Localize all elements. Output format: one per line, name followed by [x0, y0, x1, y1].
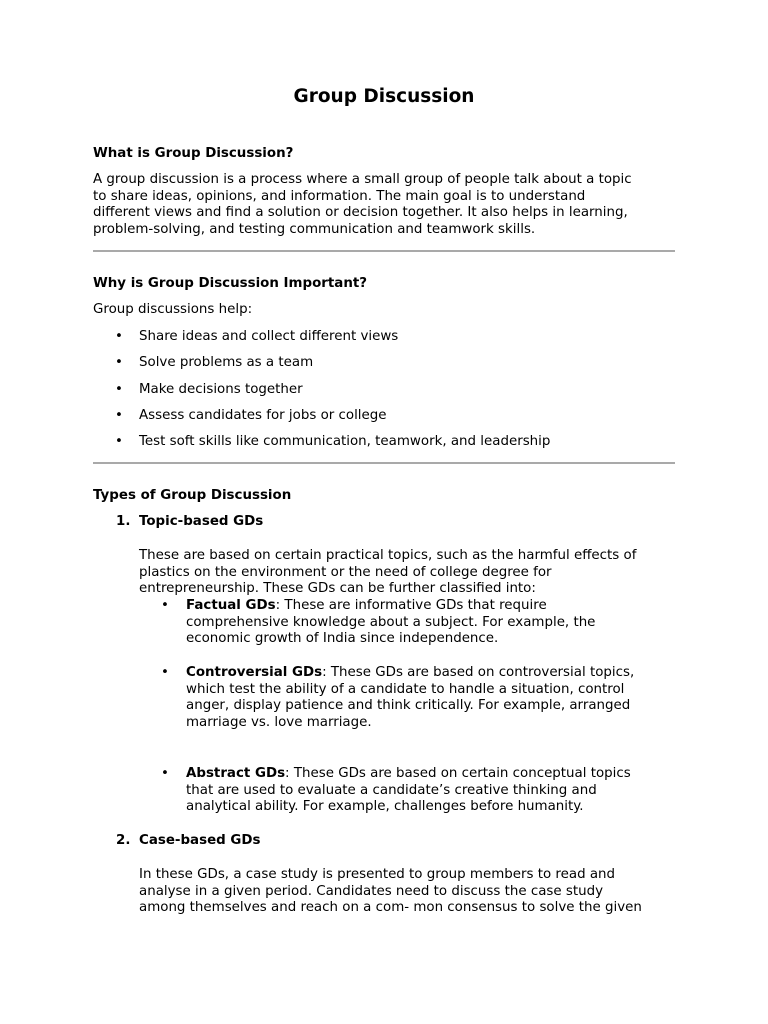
- paragraph-line: plastics on the environment or the need of college degree for: [139, 564, 552, 580]
- paragraph-line: In these GDs, a case study is presented to group members to read and: [139, 867, 616, 882]
- paragraph-line: that are used to evaluate a candidate’s creative thinking and: [186, 782, 597, 798]
- paragraph-line: A group discussion is a process where a small group of people talk about a topic: [93, 172, 632, 187]
- bullet-icon: •: [115, 355, 123, 370]
- section-what-paragraph: [93, 172, 675, 239]
- paragraph-line: entrepreneurship. These GDs can be further classified into:: [139, 581, 536, 597]
- list-item-text: Make decisions together: [139, 382, 303, 397]
- list-item-text: Test soft skills like communication, teamwork, and leadership: [139, 434, 551, 449]
- list-item-text: Solve problems as a team: [139, 355, 314, 370]
- list-item-text: Share ideas and collect different views: [139, 329, 399, 344]
- item-paragraph: [139, 867, 675, 917]
- paragraph-line: : These are informative GDs that require: [275, 598, 547, 613]
- section-divider: [93, 462, 675, 464]
- subtype-name: Factual GDs: [186, 598, 276, 613]
- paragraph-line: among themselves and reach on a com- mon consensus to solve the given: [139, 900, 642, 916]
- bullet-icon: •: [161, 665, 169, 680]
- item-number: 1.: [116, 514, 131, 529]
- sub-list-item-text: [186, 766, 675, 816]
- paragraph-line: economic growth of India since independence.: [186, 631, 499, 647]
- bullet-icon: •: [115, 382, 123, 397]
- paragraph-line: : These GDs are based on certain conceptual topics: [285, 766, 631, 781]
- paragraph-line: which test the ability of a candidate to handle a situation, control: [186, 681, 625, 697]
- paragraph-line: marriage vs. love marriage.: [186, 715, 372, 731]
- paragraph-line: analytical ability. For example, challenges before humanity.: [186, 799, 584, 815]
- paragraph-line: different views and find a solution or decision together. It also helps in learning,: [93, 205, 628, 221]
- section-why-intro: Group discussions help:: [93, 302, 253, 317]
- bullet-icon: •: [115, 329, 123, 344]
- item-number: 2.: [116, 833, 131, 848]
- section-heading-what: What is Group Discussion?: [93, 146, 294, 161]
- section-divider: [93, 250, 675, 252]
- bullet-icon: •: [115, 434, 123, 449]
- bullet-icon: •: [161, 598, 169, 613]
- paragraph-line: anger, display patience and think critically. For example, arranged: [186, 698, 631, 714]
- paragraph-line: to share ideas, opinions, and information. The main goal is to understand: [93, 188, 586, 204]
- paragraph-line: : These GDs are based on controversial topics,: [322, 665, 635, 680]
- paragraph-line: problem-solving, and testing communication and teamwork skills.: [93, 222, 536, 238]
- list-item-text: Assess candidates for jobs or college: [139, 408, 387, 423]
- paragraph-line: comprehensive knowledge about a subject. For example, the: [186, 614, 596, 630]
- item-paragraph: [139, 548, 675, 598]
- bullet-icon: •: [161, 766, 169, 781]
- sub-list-item-text: [186, 598, 675, 648]
- document-title: Group Discussion: [293, 86, 475, 107]
- section-heading-types: Types of Group Discussion: [93, 488, 292, 503]
- item-title: Case-based GDs: [139, 833, 261, 848]
- paragraph-line: These are based on certain practical topics, such as the harmful effects of: [139, 548, 637, 563]
- paragraph-line: analyse in a given period. Candidates need to discuss the case study: [139, 883, 604, 899]
- sub-list-item-text: [186, 665, 675, 732]
- section-heading-why: Why is Group Discussion Important?: [93, 276, 368, 291]
- item-title: Topic-based GDs: [139, 514, 264, 529]
- subtype-name: Controversial GDs: [186, 665, 323, 680]
- bullet-icon: •: [115, 408, 123, 423]
- subtype-name: Abstract GDs: [186, 766, 286, 781]
